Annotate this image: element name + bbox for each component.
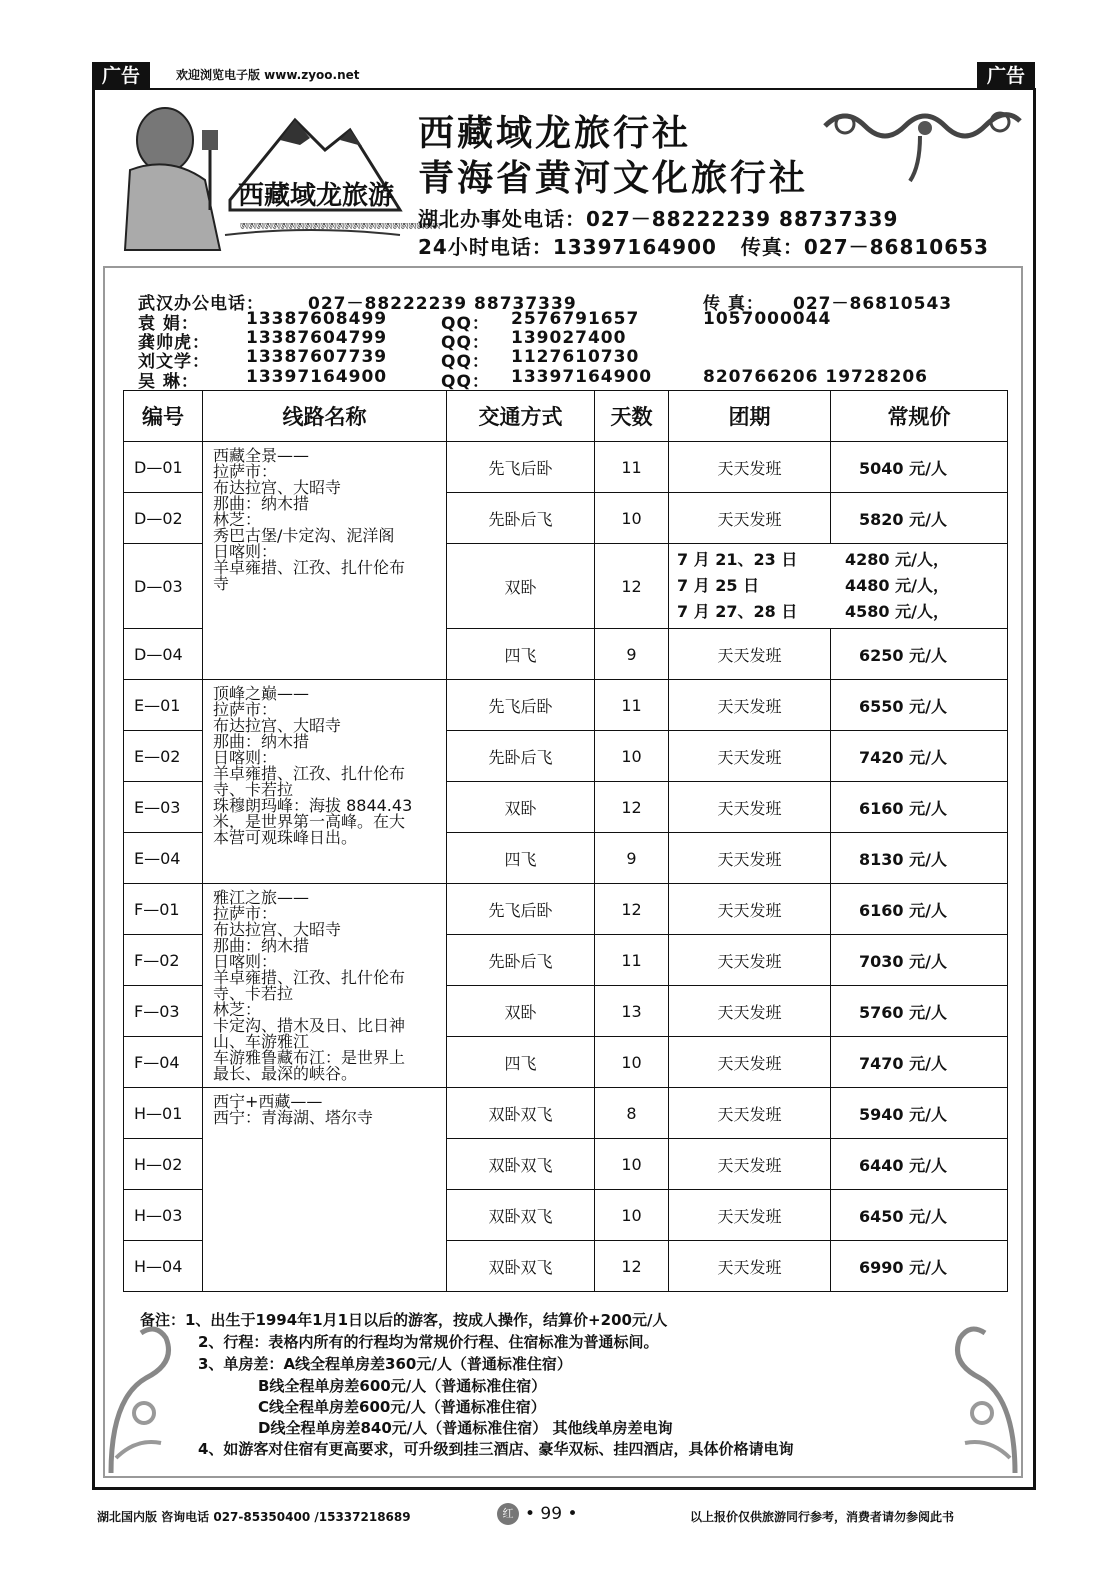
header-route: 线路名称 <box>203 391 447 442</box>
price: 6160 元/人 <box>831 884 1008 935</box>
transport: 四飞 <box>447 833 595 884</box>
contact-qq: 2576791657 <box>511 309 640 329</box>
days: 10 <box>595 493 669 544</box>
transport: 先飞后卧 <box>447 442 595 493</box>
departure: 天天发班 <box>669 782 831 833</box>
transport: 四飞 <box>447 1037 595 1088</box>
price: 5040 元/人 <box>831 442 1008 493</box>
departure: 天天发班 <box>669 629 831 680</box>
page-number <box>497 1503 578 1525</box>
departure: 天天发班 <box>669 1241 831 1292</box>
route-description <box>203 442 447 680</box>
contact-name: 武汉办公电话： <box>138 294 264 314</box>
route-description <box>203 680 447 884</box>
date-price: 4280 元/人， <box>845 550 949 569</box>
departure: 天天发班 <box>669 442 831 493</box>
transport: 双卧双飞 <box>447 1088 595 1139</box>
price: 6440 元/人 <box>831 1139 1008 1190</box>
contact-qq-label: 传 真： <box>703 294 764 314</box>
table-row <box>124 1088 1008 1139</box>
transport: 双卧双飞 <box>447 1139 595 1190</box>
note-line: 备注：1、出生于1994年1月1日以后的游客，按成人操作，结算价+200元/人 <box>140 1311 668 1329</box>
corner-ornament-icon <box>106 1318 186 1478</box>
fax-number: 027－86810653 <box>803 235 989 259</box>
departure: 天天发班 <box>669 935 831 986</box>
days: 11 <box>595 680 669 731</box>
transport: 四飞 <box>447 629 595 680</box>
days: 11 <box>595 442 669 493</box>
route-id: E—02 <box>124 731 203 782</box>
route-id: F—01 <box>124 884 203 935</box>
departure: 天天发班 <box>669 493 831 544</box>
contact-qq-label: QQ： <box>441 314 490 334</box>
price: 5820 元/人 <box>831 493 1008 544</box>
price: 7030 元/人 <box>831 935 1008 986</box>
date-price: 4480 元/人， <box>845 576 949 595</box>
contact-name: 袁 娟： <box>138 314 199 334</box>
date-price-list <box>669 544 1008 629</box>
transport: 先飞后卧 <box>447 884 595 935</box>
contact-name: 刘文学： <box>138 352 210 372</box>
date: 7 月 27、28 日 <box>677 602 798 621</box>
days: 12 <box>595 1241 669 1292</box>
contact-qq: 139027400 <box>511 328 627 348</box>
route-id: F—02 <box>124 935 203 986</box>
price: 6550 元/人 <box>831 680 1008 731</box>
footer-left: 湖北国内版 咨询电话 027-85350400 /15337218689 <box>97 1510 411 1524</box>
days: 8 <box>595 1088 669 1139</box>
transport: 先卧后飞 <box>447 731 595 782</box>
logo-text: 西藏域龙旅游 <box>238 181 395 211</box>
route-id: E—04 <box>124 833 203 884</box>
table-row <box>124 680 1008 731</box>
days: 11 <box>595 935 669 986</box>
agency-title-2: 青海省黄河文化旅行社 <box>418 158 809 199</box>
agency-title-1: 西藏域龙旅行社 <box>418 113 692 154</box>
departure: 天天发班 <box>669 731 831 782</box>
price: 6450 元/人 <box>831 1190 1008 1241</box>
days: 12 <box>595 782 669 833</box>
date-price-item <box>677 573 1007 599</box>
route-text: 顶峰之巅—— 拉萨市： 布达拉宫、大昭寺 那曲：纳木措 日喀则： 羊卓雍措、江孜、扎什伦布 寺、卡若拉 珠穆朗玛峰：海拔 8844.43 米，是世界第一高峰。在大 本营可观珠峰日出。 <box>213 684 413 847</box>
contact-extra: 1057000044 <box>703 309 832 329</box>
date-price-item <box>677 599 1007 625</box>
contact-phone: 027－88222239 88737339 <box>308 294 577 314</box>
corner-ornament-icon <box>940 1318 1020 1478</box>
departure: 天天发班 <box>669 1037 831 1088</box>
route-id: E—01 <box>124 680 203 731</box>
transport: 双卧 <box>447 544 595 629</box>
days: 9 <box>595 629 669 680</box>
price: 7420 元/人 <box>831 731 1008 782</box>
hotline-label: 24小时电话： <box>418 235 553 259</box>
route-id: D—01 <box>124 442 203 493</box>
contact-name: 龚帅虎： <box>138 333 210 353</box>
hotline-row <box>418 231 989 260</box>
header-id: 编号 <box>124 391 203 442</box>
header-days: 天数 <box>595 391 669 442</box>
days: 12 <box>595 884 669 935</box>
hubei-phone-label: 湖北办事处电话： <box>418 207 586 231</box>
contact-qq: 1127610730 <box>511 347 640 367</box>
transport: 双卧双飞 <box>447 1190 595 1241</box>
transport: 先飞后卧 <box>447 680 595 731</box>
fax-label: 传真： <box>740 235 804 259</box>
hubei-phone-numbers: 027－88222239 88737339 <box>586 207 899 231</box>
table-row <box>124 884 1008 935</box>
days: 10 <box>595 1139 669 1190</box>
route-id: D—03 <box>124 544 203 629</box>
red-badge-icon: 红 <box>497 1503 519 1525</box>
contact-qq-label: QQ： <box>441 333 490 353</box>
contact-qq-label: QQ： <box>441 352 490 372</box>
departure: 天天发班 <box>669 1190 831 1241</box>
note-line: D线全程单房差840元/人（普通标准住宿） 其他线单房差电询 <box>258 1419 673 1437</box>
date-price: 4580 元/人， <box>845 602 949 621</box>
departure: 天天发班 <box>669 986 831 1037</box>
route-id: D—02 <box>124 493 203 544</box>
contact-phone: 13387608499 <box>246 309 388 329</box>
date: 7 月 25 日 <box>677 576 760 595</box>
header-group: 团期 <box>669 391 831 442</box>
price: 6160 元/人 <box>831 782 1008 833</box>
contact-phone: 13387607739 <box>246 347 388 367</box>
route-id: H—03 <box>124 1190 203 1241</box>
price: 6250 元/人 <box>831 629 1008 680</box>
page-number-text: • 99 • <box>525 1504 578 1524</box>
contact-name: 吴 琳： <box>138 372 199 392</box>
departure: 天天发班 <box>669 1139 831 1190</box>
logo-tibetan-icon: ཨཨཨཨཨཨཨཨཨཨཨཨཨཨཨཨཨཨཨཨཨཨཨཨཨ <box>240 222 441 233</box>
table-header-row <box>124 391 1008 442</box>
date-price-item <box>677 547 1007 573</box>
price: 5940 元/人 <box>831 1088 1008 1139</box>
days: 10 <box>595 1037 669 1088</box>
days: 12 <box>595 544 669 629</box>
hubei-office-phone <box>418 203 898 232</box>
note-line: 4、如游客对住宿有更高要求，可升级到挂三酒店、豪华双标、挂四酒店，具体价格请电询 <box>198 1440 794 1458</box>
price: 5760 元/人 <box>831 986 1008 1037</box>
price: 8130 元/人 <box>831 833 1008 884</box>
note-line: B线全程单房差600元/人（普通标准住宿） <box>258 1377 547 1395</box>
transport: 双卧双飞 <box>447 1241 595 1292</box>
days: 9 <box>595 833 669 884</box>
transport: 先卧后飞 <box>447 935 595 986</box>
route-description <box>203 1088 447 1292</box>
contact-qq-label: QQ： <box>441 372 490 392</box>
transport: 双卧 <box>447 782 595 833</box>
note-line: C线全程单房差600元/人（普通标准住宿） <box>258 1398 546 1416</box>
departure: 天天发班 <box>669 833 831 884</box>
date: 7 月 21、23 日 <box>677 550 798 569</box>
route-id: H—04 <box>124 1241 203 1292</box>
route-text: 西藏全景—— 拉萨市： 布达拉宫、大昭寺 那曲：纳木措 林芝： 秀巴古堡/卡定沟、泥洋阁 日喀则： 羊卓雍措、江孜、扎什伦布 寺 <box>213 446 406 593</box>
route-description <box>203 884 447 1088</box>
price: 7470 元/人 <box>831 1037 1008 1088</box>
departure: 天天发班 <box>669 884 831 935</box>
contact-phone: 13397164900 <box>246 367 388 387</box>
contact-qq: 13397164900 <box>511 367 653 387</box>
footer-right: 以上报价仅供旅游同行参考，消费者请勿参阅此书 <box>690 1510 955 1524</box>
contact-qq: 027－86810543 <box>793 294 953 314</box>
departure: 天天发班 <box>669 680 831 731</box>
departure: 天天发班 <box>669 1088 831 1139</box>
price-table <box>123 390 1008 1292</box>
header-price: 常规价 <box>831 391 1008 442</box>
transport: 双卧 <box>447 986 595 1037</box>
table-row <box>124 442 1008 493</box>
days: 13 <box>595 986 669 1037</box>
days: 10 <box>595 1190 669 1241</box>
website-note: 欢迎浏览电子版 www.zyoo.net <box>176 68 360 82</box>
route-text: 西宁+西藏—— 西宁：青海湖、塔尔寺 <box>213 1092 374 1127</box>
note-line: 2、行程：表格内所有的行程均为常规价行程、住宿标准为普通标间。 <box>198 1333 659 1351</box>
route-id: E—03 <box>124 782 203 833</box>
price: 6990 元/人 <box>831 1241 1008 1292</box>
contact-phone: 13387604799 <box>246 328 388 348</box>
route-id: H—02 <box>124 1139 203 1190</box>
route-id: F—04 <box>124 1037 203 1088</box>
header-transport: 交通方式 <box>447 391 595 442</box>
contact-extra: 820766206 19728206 <box>703 367 929 387</box>
route-id: F—03 <box>124 986 203 1037</box>
agency-logo <box>110 100 441 260</box>
ad-tag-left: 广告 <box>92 62 150 90</box>
note-line: 3、单房差：A线全程单房差360元/人（普通标准住宿） <box>198 1355 572 1373</box>
route-text: 雅江之旅—— 拉萨市： 布达拉宫、大昭寺 那曲：纳木措 日喀则： 羊卓雍措、江孜、扎什伦布 寺、卡若拉 林芝： 卡定沟、措木及日、比日神 山、车游雅江 车游雅鲁藏布江：是世界上 最长、最深的峡谷。 <box>213 888 406 1083</box>
days: 10 <box>595 731 669 782</box>
transport: 先卧后飞 <box>447 493 595 544</box>
ad-tag-right: 广告 <box>977 62 1035 90</box>
hotline-number: 13397164900 <box>552 235 717 259</box>
ornament-icon <box>815 96 1025 186</box>
route-id: H—01 <box>124 1088 203 1139</box>
route-id: D—04 <box>124 629 203 680</box>
